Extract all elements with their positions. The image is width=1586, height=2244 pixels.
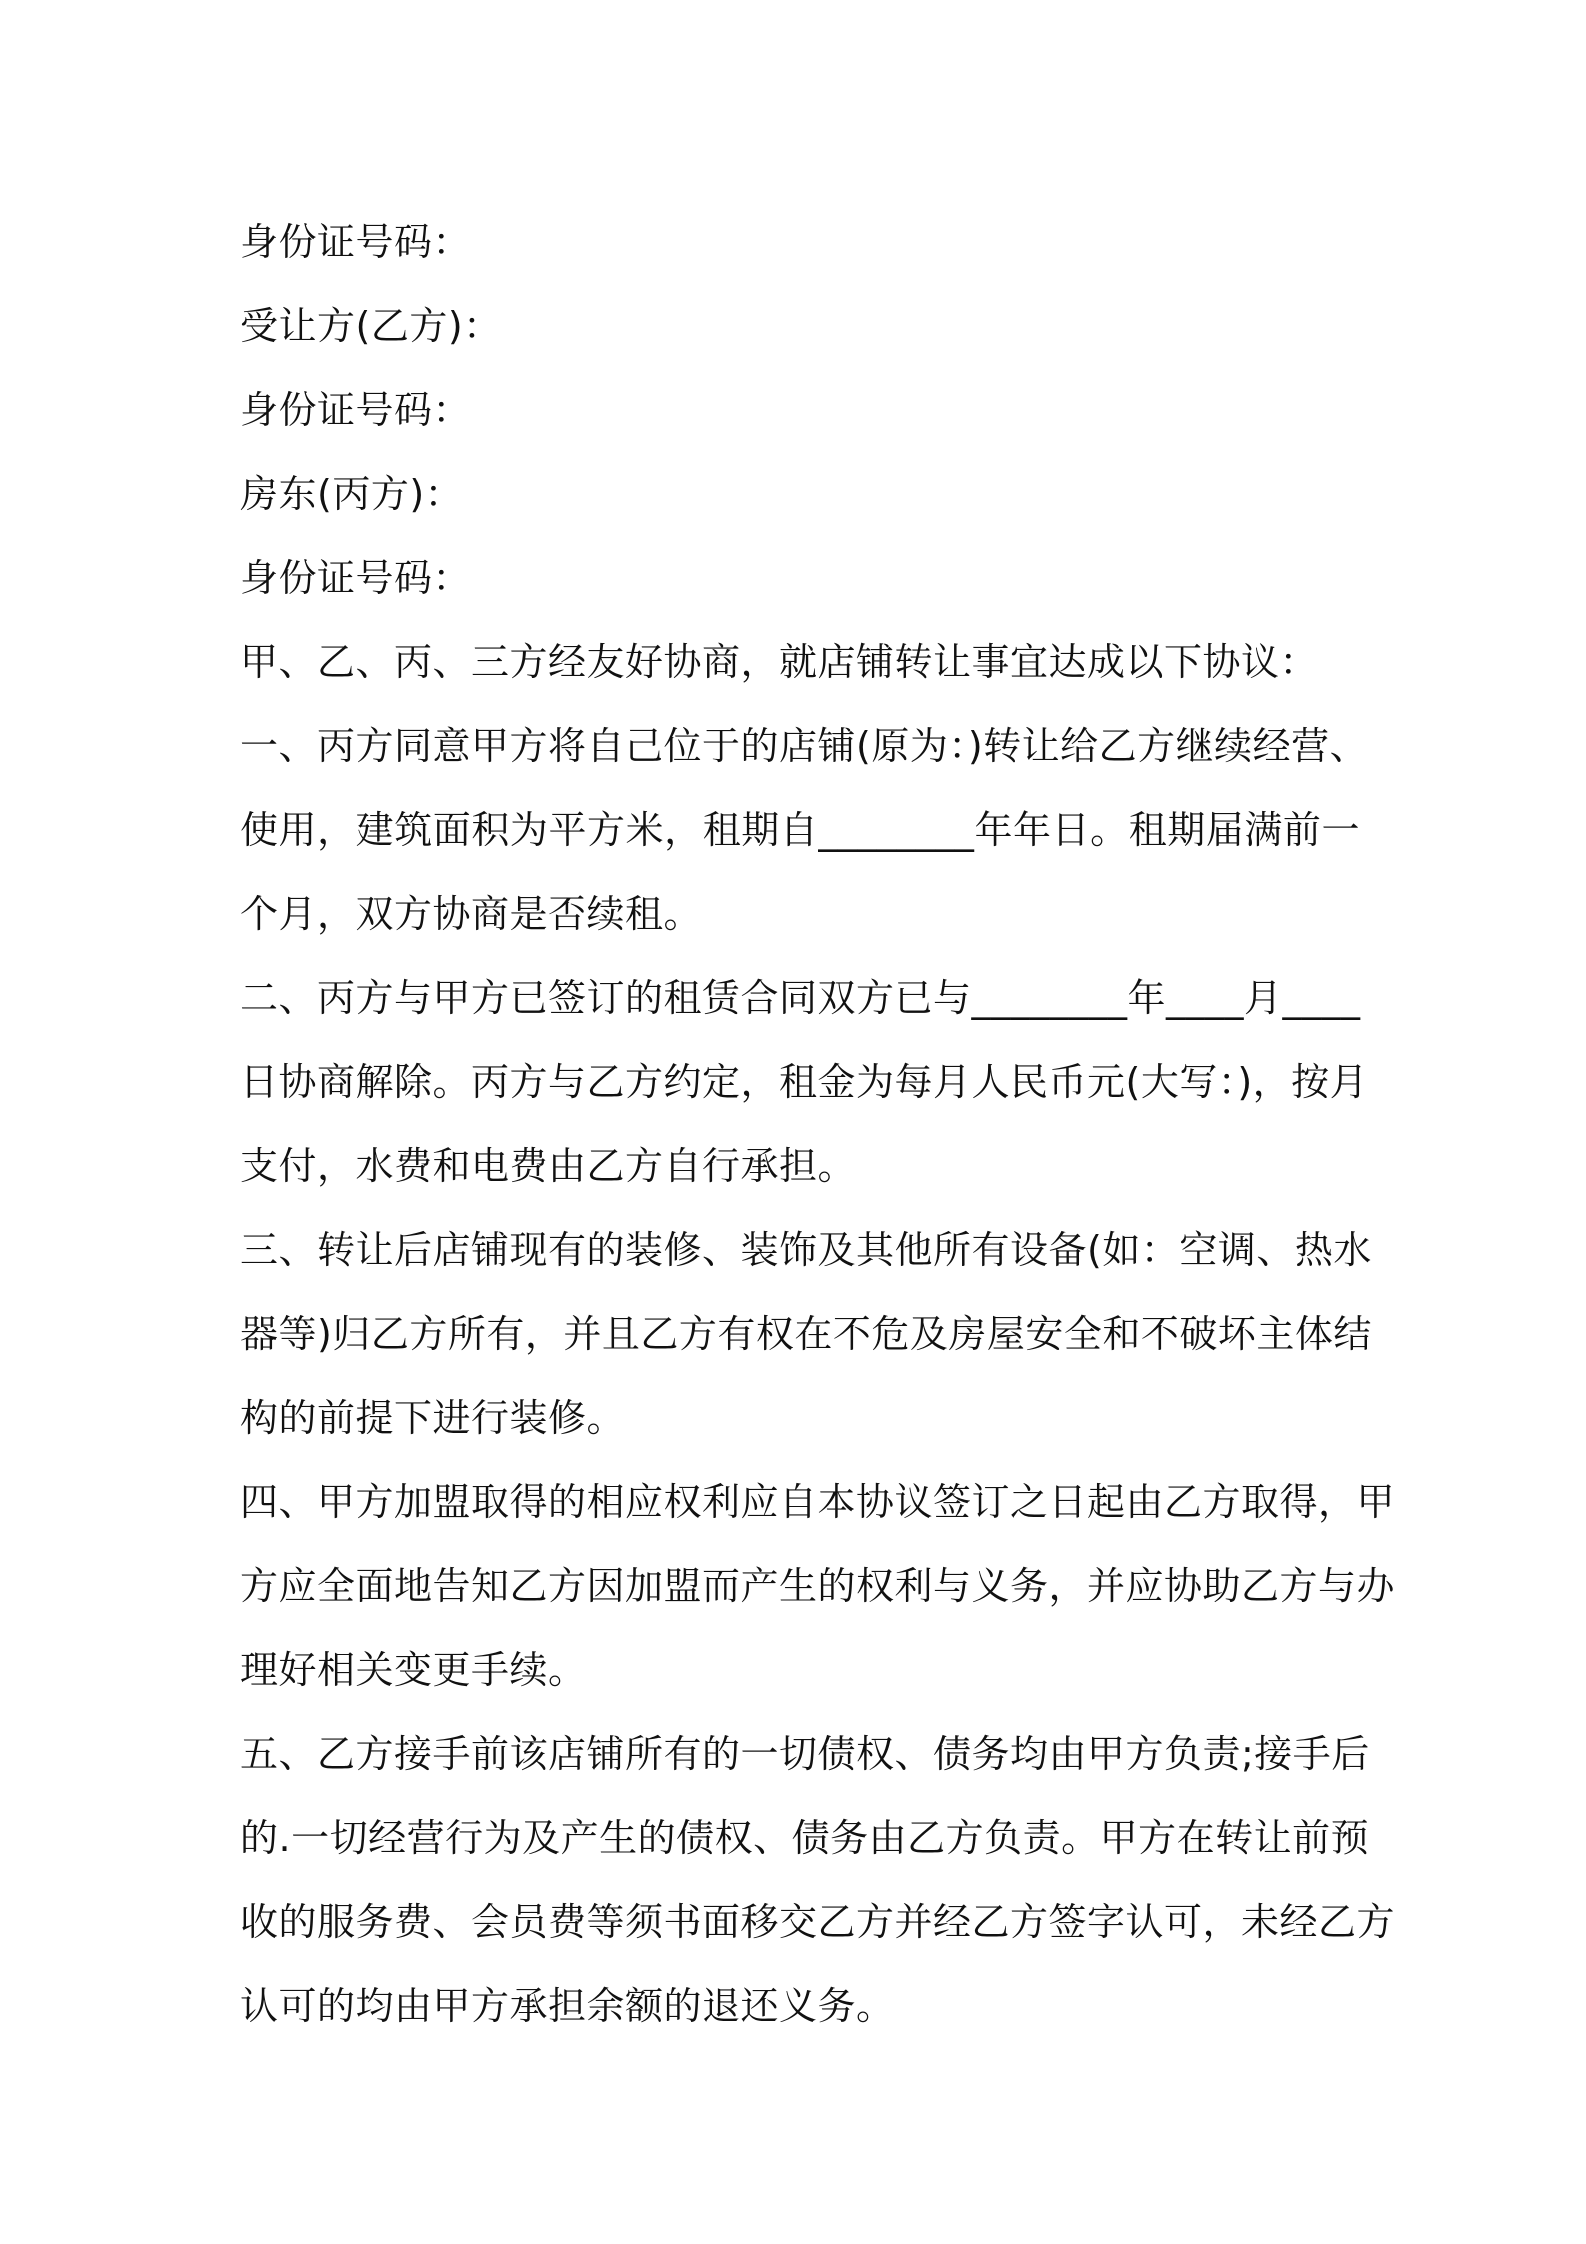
- document-line: 构的前提下进行装修。: [240, 1396, 626, 1440]
- document-line: 个月，双方协商是否续租。: [240, 892, 703, 936]
- document-line: 使用，建筑面积为平方米，租期自________年年日。租期届满前一: [240, 808, 1360, 852]
- document-line: 房东(丙方)：: [240, 472, 464, 516]
- document-line: 支付，水费和电费由乙方自行承担。: [240, 1144, 857, 1188]
- document-body: [240, 200, 1396, 2048]
- document-line: 一、丙方同意甲方将自己位于的店铺(原为：)转让给乙方继续经营、: [240, 724, 1369, 768]
- document-line: 三、转让后店铺现有的装修、装饰及其他所有设备(如：空调、热水: [240, 1228, 1372, 1272]
- document-line: 受让方(乙方)：: [240, 304, 502, 348]
- document-line: 身份证号码：: [240, 388, 472, 432]
- document-line: 身份证号码：: [240, 556, 472, 600]
- document-line: 身份证号码：: [240, 220, 472, 264]
- document-line: 方应全面地告知乙方因加盟而产生的权利与义务，并应协助乙方与办: [240, 1564, 1396, 1608]
- document-line: 理好相关变更手续。: [240, 1648, 587, 1692]
- document-line: 甲、乙、丙、三方经友好协商，就店铺转让事宜达成以下协议：: [240, 640, 1319, 684]
- document-line: 五、乙方接手前该店铺所有的一切债权、债务均由甲方负责;接手后: [240, 1732, 1370, 1776]
- document-line: 的.一切经营行为及产生的债权、债务由乙方负责。甲方在转让前预: [240, 1816, 1370, 1860]
- document-line: 认可的均由甲方承担余额的退还义务。: [240, 1984, 895, 2028]
- document-line: 日协商解除。丙方与乙方约定，租金为每月人民币元(大写：)，按月: [240, 1060, 1369, 1104]
- document-line: 二、丙方与甲方已签订的租赁合同双方已与________年____月____: [240, 976, 1361, 1020]
- document-line: 四、甲方加盟取得的相应权利应自本协议签订之日起由乙方取得，甲: [240, 1480, 1396, 1524]
- document-line: 收的服务费、会员费等须书面移交乙方并经乙方签字认可，未经乙方: [240, 1900, 1396, 1944]
- document-line: 器等)归乙方所有，并且乙方有权在不危及房屋安全和不破坏主体结: [240, 1312, 1372, 1356]
